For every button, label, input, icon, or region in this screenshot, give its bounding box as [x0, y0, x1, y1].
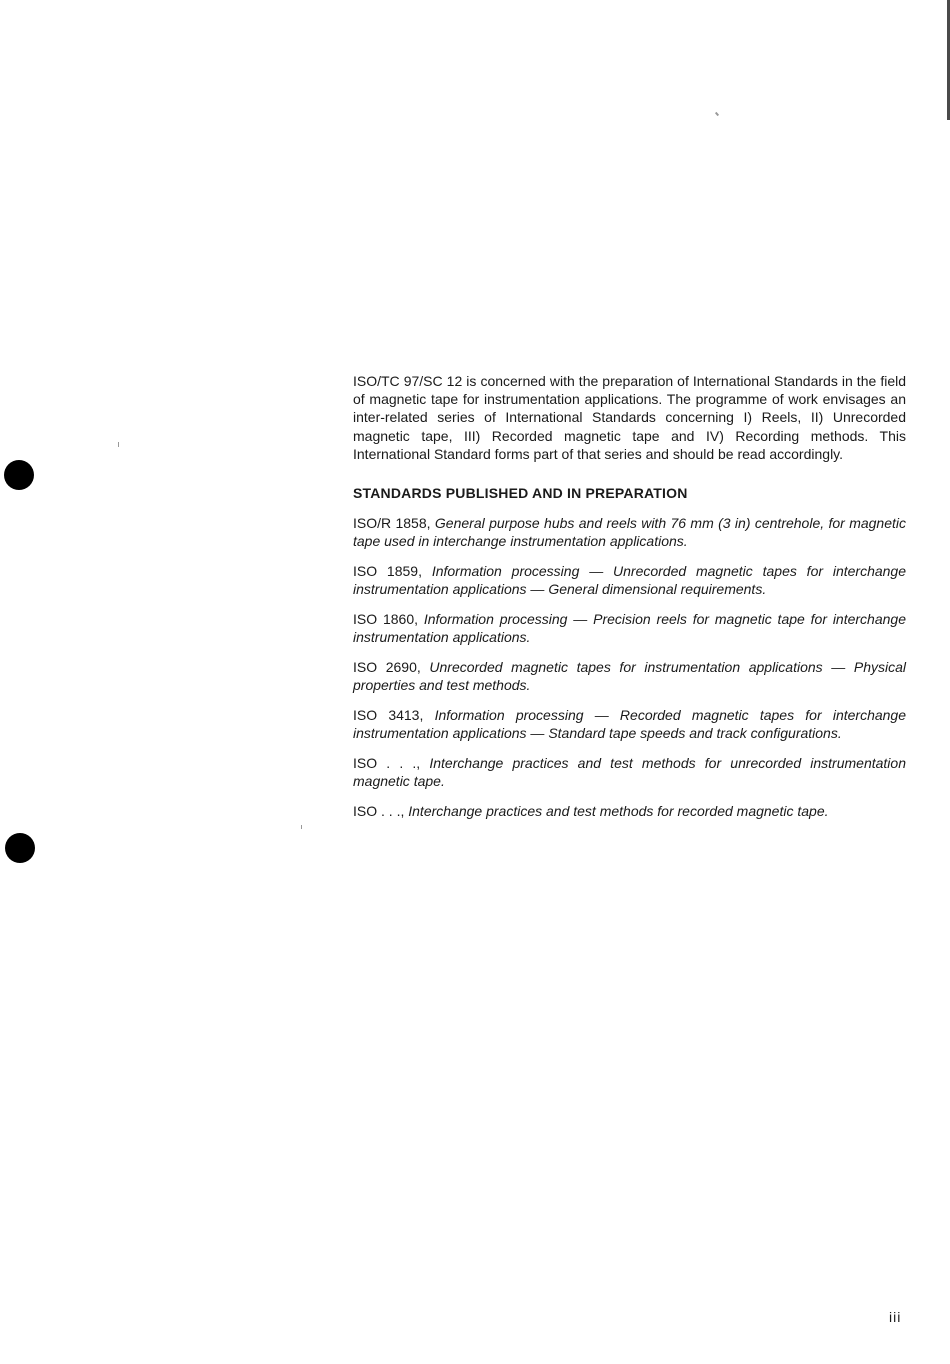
- standard-item: [353, 658, 906, 694]
- standard-title: Unrecorded magnetic tapes for instrumentation applications — Physical properties and test methods.: [353, 658, 907, 694]
- scan-speck: [118, 442, 119, 447]
- standard-title: Information processing — Recorded magnetic tapes for interchange instrumentation applications — Standard tape speeds and track configurations.: [353, 706, 907, 742]
- scan-speck: [715, 112, 719, 116]
- standard-title: Information processing — Unrecorded magnetic tapes for interchange instrumentation applications — General dimensional requirements.: [353, 563, 907, 598]
- standard-title: Interchange practices and test methods for unrecorded instrumentation magnetic tape.: [353, 754, 906, 789]
- standard-title: Interchange practices and test methods for recorded magnetic tape.: [408, 802, 829, 819]
- standard-ref: ISO 1860,: [353, 611, 418, 628]
- standard-item: [353, 514, 906, 550]
- scan-speck: [301, 825, 302, 829]
- standard-item: [353, 754, 906, 790]
- standards-list: [353, 514, 906, 820]
- section-heading: STANDARDS PUBLISHED AND IN PREPARATION: [353, 485, 688, 502]
- page-number: iii: [889, 1309, 902, 1325]
- standard-item: [353, 802, 906, 820]
- standard-item: [353, 562, 906, 598]
- standard-item: [353, 706, 906, 742]
- intro-paragraph: ISO/TC 97/SC 12 is concerned with the preparation of International Standards in the field of magnetic tape for instrumentation applications. The programme of work envisages an inter-related series of International Standards concerning I) Reels, II) Unrecorded magnetic tape, III) Recorded magnetic tape and IV) Recording methods. This International Standard forms part of that series and should be read accordingly.: [353, 373, 906, 462]
- standard-ref: ISO 3413,: [353, 706, 424, 723]
- main-content: [353, 372, 906, 831]
- punch-hole-top: [4, 460, 34, 490]
- standard-ref: ISO 1859,: [353, 563, 422, 580]
- standard-ref: ISO . . .,: [353, 754, 421, 771]
- standard-title: General purpose hubs and reels with 76 mm (3 in) centrehole, for magnetic tape used in interchange instrumentation applications.: [353, 515, 907, 550]
- standard-ref: ISO . . .,: [353, 802, 405, 819]
- punch-hole-bottom: [5, 833, 35, 863]
- standard-ref: ISO 2690,: [353, 658, 421, 675]
- standard-ref: ISO/R 1858,: [353, 515, 431, 532]
- standard-title: Information processing — Precision reels for magnetic tape for interchange instrumentation applications.: [353, 611, 906, 646]
- standard-item: [353, 610, 906, 646]
